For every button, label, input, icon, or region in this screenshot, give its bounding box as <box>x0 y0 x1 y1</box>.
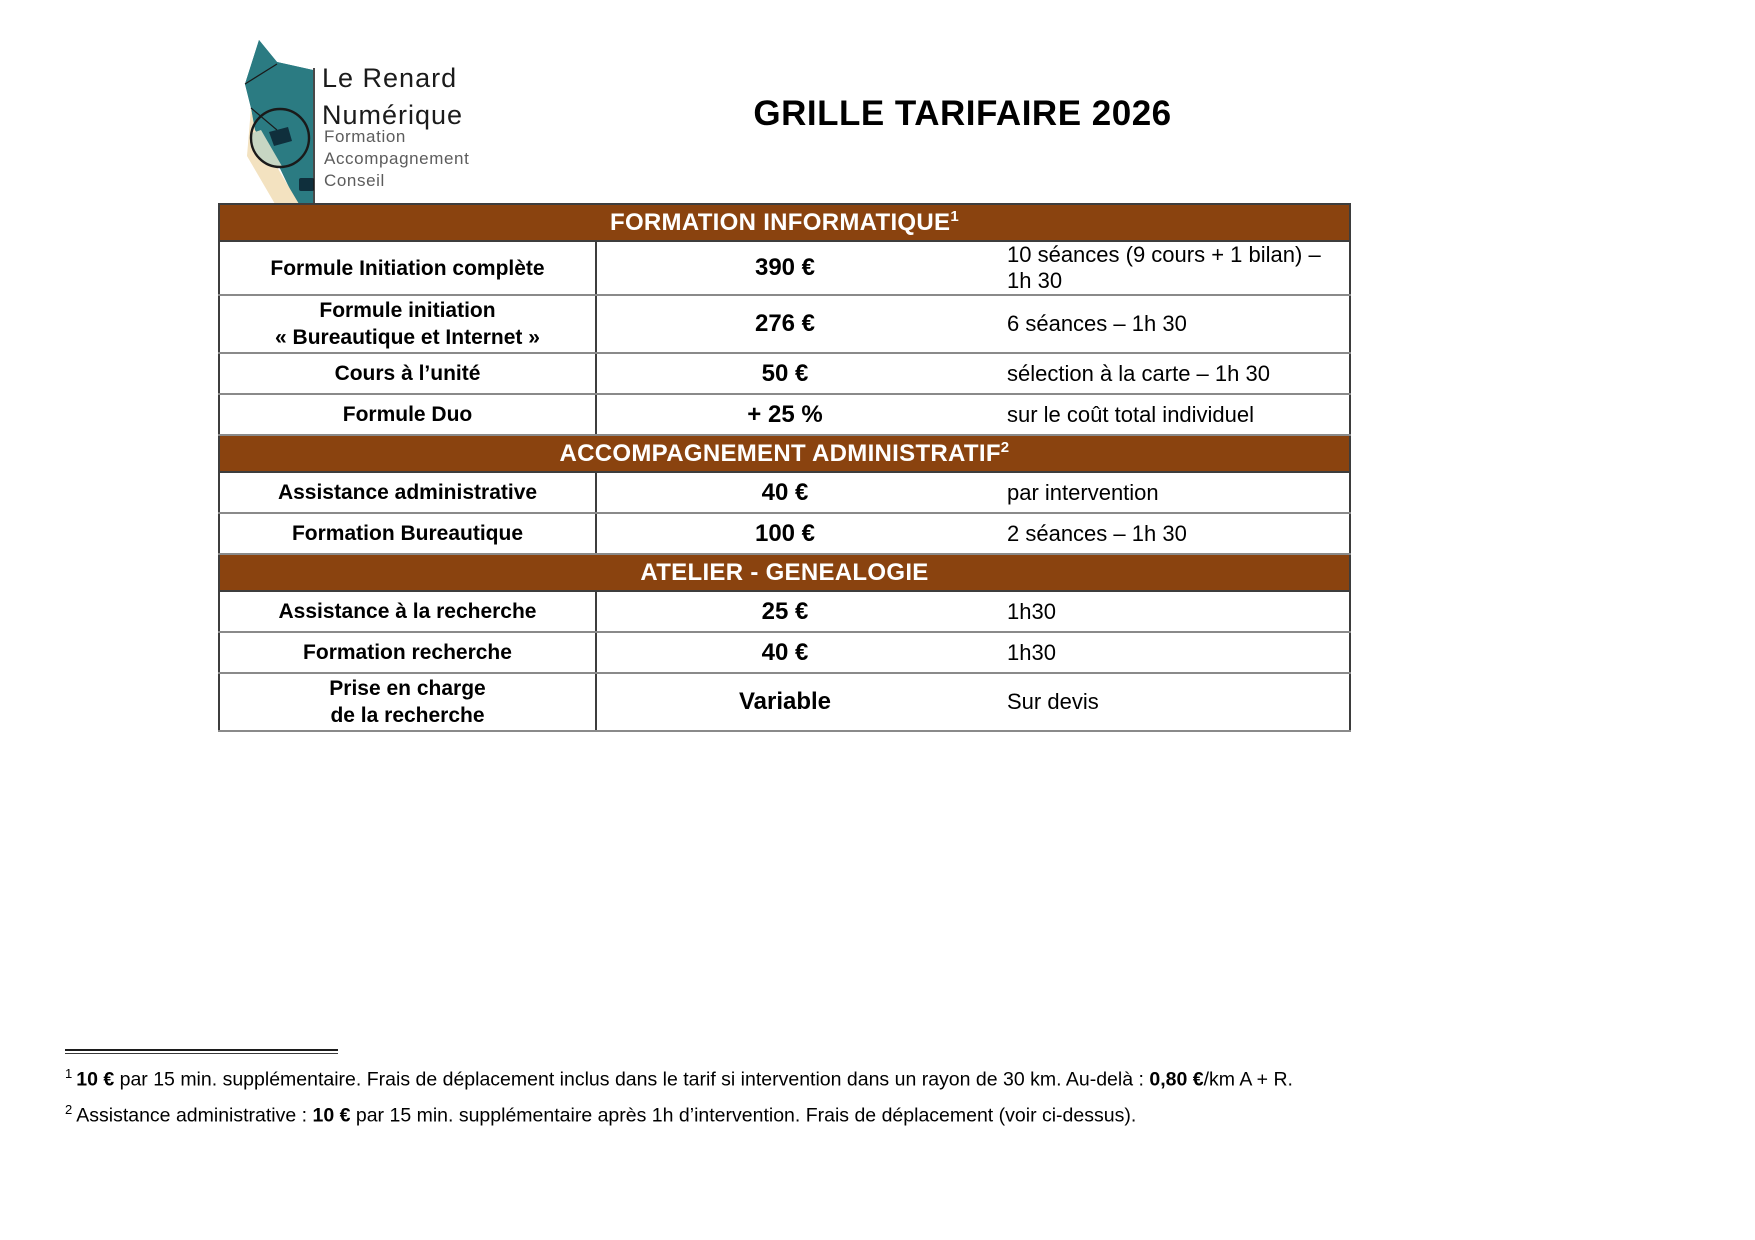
brand-name <box>322 60 463 134</box>
service-label-cell: Assistance à la recherche <box>219 591 596 632</box>
price-cell: 25 € <box>596 591 973 632</box>
table-row <box>219 632 1350 673</box>
description-cell: sélection à la carte – 1h 30 <box>973 353 1350 394</box>
table-row <box>219 394 1350 435</box>
table-row <box>219 591 1350 632</box>
service-label-cell: Formule Initiation complète <box>219 241 596 295</box>
table-row <box>219 295 1350 353</box>
footnote-2-marker: 2 <box>65 1102 73 1117</box>
description-cell: 6 séances – 1h 30 <box>973 295 1350 353</box>
tariff-table <box>218 203 1351 732</box>
service-label-cell: Formule initiation « Bureautique et Internet » <box>219 295 596 353</box>
table-row <box>219 472 1350 513</box>
section-header-accompagnement-administratif <box>219 435 1350 472</box>
price-cell: 276 € <box>596 295 973 353</box>
price-cell: 40 € <box>596 472 973 513</box>
description-cell: 2 séances – 1h 30 <box>973 513 1350 554</box>
footnote-ref-1: 1 <box>950 208 959 225</box>
section-header-atelier-genealogie <box>219 554 1350 591</box>
tagline-accompagnement: Accompagnement <box>324 149 470 168</box>
table-row <box>219 513 1350 554</box>
tagline-conseil: Conseil <box>324 171 385 190</box>
service-label-cell: Formation Bureautique <box>219 513 596 554</box>
description-cell: 1h30 <box>973 591 1350 632</box>
footnote-1-text-end: /km A + R. <box>1203 1068 1293 1091</box>
footnote-1 <box>65 1066 1293 1092</box>
service-label-cell: Formule Duo <box>219 394 596 435</box>
footnote-1-marker: 1 <box>65 1066 73 1081</box>
section-title: FORMATION INFORMATIQUE <box>610 209 951 236</box>
price-cell: Variable <box>596 673 973 731</box>
service-label-cell: Formation recherche <box>219 632 596 673</box>
description-cell: par intervention <box>973 472 1350 513</box>
page-title: GRILLE TARIFAIRE 2026 <box>753 94 1172 133</box>
footnote-1-bold-price: 10 € <box>76 1068 115 1091</box>
service-label-cell: Cours à l’unité <box>219 353 596 394</box>
fox-logo-icon <box>225 38 320 206</box>
company-logo <box>225 38 655 208</box>
section-title: ATELIER - GENEALOGIE <box>640 559 929 586</box>
footnote-ref-2: 2 <box>1000 439 1010 456</box>
brand-line-1: Le Renard <box>322 63 458 93</box>
price-cell: 40 € <box>596 632 973 673</box>
footnote-2-text-end: par 15 min. supplémentaire après 1h d’intervention. Frais de déplacement (voir ci-dessus). <box>350 1104 1137 1127</box>
tagline-formation: Formation <box>324 127 406 146</box>
footnote-1-text: par 15 min. supplémentaire. Frais de déplacement inclus dans le tarif si intervention dans un rayon de 30 km. Au-delà : <box>114 1068 1150 1091</box>
footnote-2-text: Assistance administrative : <box>76 1104 313 1127</box>
brand-tagline <box>324 126 469 192</box>
description-cell: Sur devis <box>973 673 1350 731</box>
price-cell: 50 € <box>596 353 973 394</box>
section-header-formation-informatique <box>219 204 1350 241</box>
service-label-cell: Assistance administrative <box>219 472 596 513</box>
service-label-cell: Prise en charge de la recherche <box>219 673 596 731</box>
price-cell: 390 € <box>596 241 973 295</box>
brand-line-2: Numérique <box>322 100 464 130</box>
table-row <box>219 673 1350 731</box>
description-cell: 1h30 <box>973 632 1350 673</box>
footnote-separator <box>65 1049 338 1054</box>
price-cell: 100 € <box>596 513 973 554</box>
footnote-1-bold-km-rate: 0,80 € <box>1149 1068 1204 1091</box>
price-cell: + 25 % <box>596 394 973 435</box>
description-cell: sur le coût total individuel <box>973 394 1350 435</box>
section-title: ACCOMPAGNEMENT ADMINISTRATIF <box>559 440 1001 467</box>
footnote-2 <box>65 1102 1136 1128</box>
description-cell: 10 séances (9 cours + 1 bilan) – 1h 30 <box>973 241 1350 295</box>
table-row <box>219 353 1350 394</box>
table-row <box>219 241 1350 295</box>
footnote-2-bold-price: 10 € <box>312 1104 351 1127</box>
